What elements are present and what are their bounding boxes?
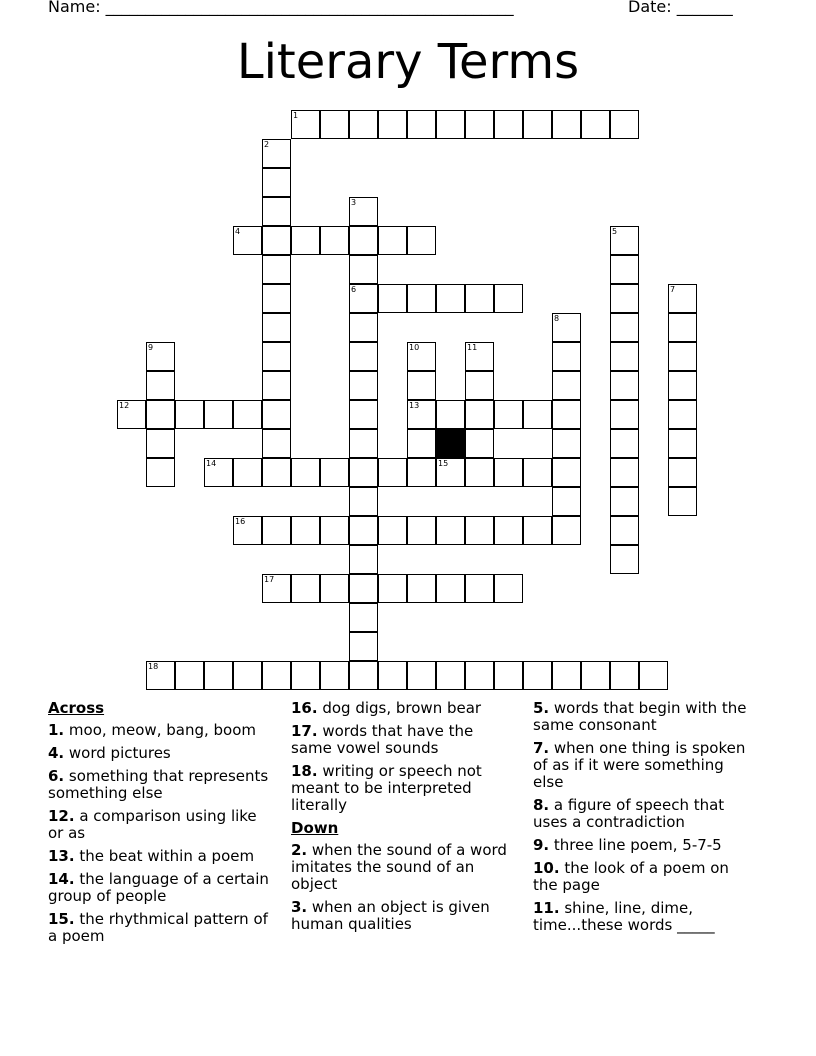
cell-number: 1: [293, 111, 299, 120]
grid-cell[interactable]: [291, 226, 320, 255]
grid-cell[interactable]: [262, 168, 291, 197]
clue-number: 3.: [291, 898, 308, 916]
clue-number: 7.: [533, 739, 550, 757]
grid-cell[interactable]: [494, 661, 523, 690]
grid-cell[interactable]: [436, 516, 465, 545]
grid-cell[interactable]: [349, 574, 378, 603]
clue-number: 1.: [48, 721, 65, 739]
grid-cell[interactable]: [262, 400, 291, 429]
cell-number: 13: [409, 401, 420, 410]
cell-number: 5: [612, 227, 618, 236]
grid-cell[interactable]: [668, 400, 697, 429]
grid-cell[interactable]: [610, 110, 639, 139]
clue-number: 2.: [291, 841, 308, 859]
grid-cell[interactable]: [610, 226, 639, 255]
grid-cell[interactable]: [262, 342, 291, 371]
grid-cell[interactable]: [320, 516, 349, 545]
grid-cell[interactable]: [146, 661, 175, 690]
cell-number: 18: [148, 662, 159, 671]
clue-item: 13. the beat within a poem: [48, 847, 255, 865]
clue-item: 10. the look of a poem on the page: [533, 859, 729, 894]
grid-cell[interactable]: [233, 458, 262, 487]
grid-cell[interactable]: [320, 110, 349, 139]
grid-cell[interactable]: [668, 458, 697, 487]
cell-number: 16: [235, 517, 246, 526]
grid-cell[interactable]: [552, 342, 581, 371]
grid-cell[interactable]: [465, 458, 494, 487]
clue-item: 18. writing or speech not meant to be interpreted literally: [291, 762, 482, 814]
grid-cell[interactable]: [668, 342, 697, 371]
grid-cell[interactable]: [204, 400, 233, 429]
across-heading: Across: [48, 699, 105, 717]
grid-cell[interactable]: [523, 458, 552, 487]
grid-cell[interactable]: [146, 458, 175, 487]
grid-cell[interactable]: [407, 516, 436, 545]
grid-cell[interactable]: [552, 429, 581, 458]
grid-cell[interactable]: [378, 661, 407, 690]
grid-cell[interactable]: [610, 429, 639, 458]
grid-cell[interactable]: [291, 574, 320, 603]
grid-cell[interactable]: [552, 313, 581, 342]
clue-number: 6.: [48, 767, 65, 785]
grid-cell[interactable]: [465, 400, 494, 429]
grid-cell[interactable]: [407, 400, 436, 429]
grid-cell[interactable]: [262, 458, 291, 487]
grid-cell[interactable]: [523, 400, 552, 429]
date-field: Date: _______: [628, 0, 733, 16]
grid-cell[interactable]: [378, 284, 407, 313]
grid-cell[interactable]: [407, 574, 436, 603]
grid-cell[interactable]: [639, 661, 668, 690]
grid-cell[interactable]: [233, 516, 262, 545]
grid-cell[interactable]: [204, 458, 233, 487]
clue-item: 6. something that represents something else: [48, 767, 269, 802]
clue-number: 4.: [48, 744, 65, 762]
grid-cell[interactable]: [262, 255, 291, 284]
grid-cell[interactable]: [262, 661, 291, 690]
grid-cell[interactable]: [523, 110, 552, 139]
clue-column-2: [291, 700, 515, 939]
clue-item: 4. word pictures: [48, 744, 171, 762]
grid-cell[interactable]: [378, 516, 407, 545]
cell-number: 15: [438, 459, 449, 468]
grid-cell[interactable]: [349, 400, 378, 429]
grid-cell[interactable]: [668, 371, 697, 400]
grid-cell[interactable]: [436, 458, 465, 487]
cell-number: 4: [235, 227, 241, 236]
grid-cell[interactable]: [262, 197, 291, 226]
grid-cell[interactable]: [610, 371, 639, 400]
grid-cell[interactable]: [610, 545, 639, 574]
clue-number: 15.: [48, 910, 75, 928]
grid-cell[interactable]: [262, 429, 291, 458]
grid-cell[interactable]: [407, 458, 436, 487]
cell-number: 2: [264, 140, 270, 149]
clue-item: 12. a comparison using like or as: [48, 807, 257, 842]
grid-cell[interactable]: [146, 371, 175, 400]
grid-cell[interactable]: [436, 284, 465, 313]
grid-cell[interactable]: [349, 632, 378, 661]
grid-cell[interactable]: [320, 226, 349, 255]
cell-number: 14: [206, 459, 217, 468]
grid-cell[interactable]: [465, 110, 494, 139]
grid-cell[interactable]: [262, 574, 291, 603]
grid-cell[interactable]: [465, 284, 494, 313]
clue-number: 8.: [533, 796, 550, 814]
grid-cell[interactable]: [349, 516, 378, 545]
grid-cell[interactable]: [610, 284, 639, 313]
clue-column-3: [533, 700, 755, 940]
cell-number: 17: [264, 575, 275, 584]
grid-cell[interactable]: [465, 574, 494, 603]
grid-cell[interactable]: [436, 400, 465, 429]
grid-block: [436, 429, 465, 458]
grid-cell[interactable]: [349, 197, 378, 226]
grid-cell[interactable]: [349, 458, 378, 487]
grid-cell[interactable]: [233, 661, 262, 690]
clue-item: 3. when an object is given human qualities: [291, 898, 490, 933]
grid-cell[interactable]: [320, 661, 349, 690]
clue-item: 11. shine, line, dime, time...these words _____: [533, 899, 715, 934]
clue-item: 15. the rhythmical pattern of a poem: [48, 910, 268, 945]
grid-cell[interactable]: [146, 400, 175, 429]
grid-cell[interactable]: [610, 313, 639, 342]
grid-cell[interactable]: [349, 545, 378, 574]
clue-number: 13.: [48, 847, 75, 865]
grid-cell[interactable]: [436, 574, 465, 603]
grid-cell[interactable]: [349, 371, 378, 400]
clue-item: 16. dog digs, brown bear: [291, 699, 482, 717]
grid-cell[interactable]: [349, 429, 378, 458]
grid-cell[interactable]: [233, 226, 262, 255]
clue-item: 17. words that have the same vowel sounds: [291, 722, 474, 757]
cell-number: 3: [351, 198, 357, 207]
grid-cell[interactable]: [552, 487, 581, 516]
grid-cell[interactable]: [436, 661, 465, 690]
grid-cell[interactable]: [523, 516, 552, 545]
clue-item: 9. three line poem, 5-7-5: [533, 836, 722, 854]
clue-number: 10.: [533, 859, 560, 877]
grid-cell[interactable]: [465, 342, 494, 371]
grid-cell[interactable]: [291, 110, 320, 139]
grid-cell[interactable]: [610, 661, 639, 690]
grid-cell[interactable]: [494, 284, 523, 313]
clue-number: 9.: [533, 836, 550, 854]
grid-cell[interactable]: [349, 603, 378, 632]
grid-cell[interactable]: [465, 661, 494, 690]
grid-cell[interactable]: [668, 429, 697, 458]
grid-cell[interactable]: [291, 516, 320, 545]
grid-cell[interactable]: [494, 458, 523, 487]
grid-cell[interactable]: [233, 400, 262, 429]
clue-item: 14. the language of a certain group of people: [48, 870, 269, 905]
clue-item: 1. moo, meow, bang, boom: [48, 721, 256, 739]
grid-cell[interactable]: [349, 342, 378, 371]
grid-cell[interactable]: [581, 110, 610, 139]
grid-cell[interactable]: [465, 371, 494, 400]
grid-cell[interactable]: [320, 574, 349, 603]
grid-cell[interactable]: [523, 661, 552, 690]
grid-cell[interactable]: [610, 458, 639, 487]
clue-column-1: [48, 700, 270, 951]
grid-cell[interactable]: [146, 342, 175, 371]
grid-cell[interactable]: [378, 458, 407, 487]
grid-cell[interactable]: [436, 110, 465, 139]
clue-number: 18.: [291, 762, 318, 780]
grid-cell[interactable]: [262, 226, 291, 255]
grid-cell[interactable]: [349, 284, 378, 313]
grid-cell[interactable]: [262, 516, 291, 545]
grid-cell[interactable]: [552, 458, 581, 487]
grid-cell[interactable]: [320, 458, 349, 487]
cell-number: 8: [554, 314, 560, 323]
grid-cell[interactable]: [262, 371, 291, 400]
cell-number: 11: [467, 343, 478, 352]
grid-cell[interactable]: [610, 255, 639, 284]
grid-cell[interactable]: [668, 487, 697, 516]
grid-cell[interactable]: [262, 139, 291, 168]
grid-cell[interactable]: [291, 458, 320, 487]
grid-cell[interactable]: [610, 487, 639, 516]
cell-number: 10: [409, 343, 420, 352]
grid-cell[interactable]: [407, 429, 436, 458]
down-heading: Down: [291, 819, 339, 837]
grid-cell[interactable]: [668, 313, 697, 342]
grid-cell[interactable]: [349, 110, 378, 139]
grid-cell[interactable]: [581, 661, 610, 690]
cell-number: 12: [119, 401, 130, 410]
grid-cell[interactable]: [378, 110, 407, 139]
grid-cell[interactable]: [465, 516, 494, 545]
grid-cell[interactable]: [465, 429, 494, 458]
grid-cell[interactable]: [146, 429, 175, 458]
grid-cell[interactable]: [175, 400, 204, 429]
clue-number: 14.: [48, 870, 75, 888]
grid-cell[interactable]: [494, 516, 523, 545]
grid-cell[interactable]: [204, 661, 233, 690]
grid-cell[interactable]: [552, 400, 581, 429]
clue-number: 5.: [533, 699, 550, 717]
grid-cell[interactable]: [552, 516, 581, 545]
grid-cell[interactable]: [117, 400, 146, 429]
grid-cell[interactable]: [349, 226, 378, 255]
grid-cell[interactable]: [407, 661, 436, 690]
grid-cell[interactable]: [378, 226, 407, 255]
grid-cell[interactable]: [552, 661, 581, 690]
grid-cell[interactable]: [175, 661, 204, 690]
clue-item: 7. when one thing is spoken of as if it were something else: [533, 739, 746, 791]
clue-number: 11.: [533, 899, 560, 917]
grid-cell[interactable]: [494, 110, 523, 139]
clue-number: 17.: [291, 722, 318, 740]
grid-cell[interactable]: [552, 371, 581, 400]
clue-item: 2. when the sound of a word imitates the sound of an object: [291, 841, 507, 893]
name-field: Name: ___________________________________________________: [48, 0, 514, 16]
grid-cell[interactable]: [494, 574, 523, 603]
grid-cell[interactable]: [349, 661, 378, 690]
grid-cell[interactable]: [668, 284, 697, 313]
grid-cell[interactable]: [349, 313, 378, 342]
cell-number: 7: [670, 285, 676, 294]
grid-cell[interactable]: [407, 110, 436, 139]
grid-cell[interactable]: [407, 342, 436, 371]
cell-number: 9: [148, 343, 154, 352]
grid-cell[interactable]: [349, 487, 378, 516]
grid-cell[interactable]: [349, 255, 378, 284]
clue-item: 5. words that begin with the same consonant: [533, 699, 747, 734]
page-title: Literary Terms: [236, 34, 580, 90]
grid-cell[interactable]: [407, 371, 436, 400]
grid-cell[interactable]: [610, 400, 639, 429]
grid-cell[interactable]: [610, 342, 639, 371]
grid-cell[interactable]: [494, 400, 523, 429]
grid-cell[interactable]: [378, 574, 407, 603]
grid-cell[interactable]: [407, 226, 436, 255]
cell-number: 6: [351, 285, 357, 294]
grid-cell[interactable]: [552, 110, 581, 139]
grid-cell[interactable]: [291, 661, 320, 690]
clue-number: 16.: [291, 699, 318, 717]
clue-number: 12.: [48, 807, 75, 825]
grid-cell[interactable]: [610, 516, 639, 545]
clue-item: 8. a figure of speech that uses a contradiction: [533, 796, 725, 831]
grid-cell[interactable]: [262, 313, 291, 342]
grid-cell[interactable]: [407, 284, 436, 313]
grid-cell[interactable]: [262, 284, 291, 313]
